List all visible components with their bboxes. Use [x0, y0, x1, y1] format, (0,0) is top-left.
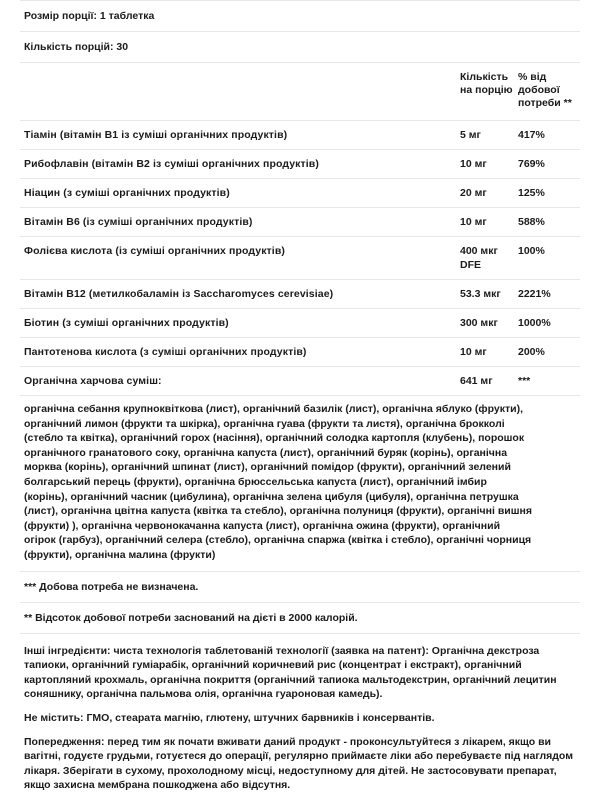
nutrient-daily-value: 1000% [518, 317, 551, 329]
table-row [20, 338, 580, 367]
nutrient-amount: 10 мг [460, 158, 487, 170]
nutrient-daily-value: 100% [518, 245, 545, 257]
free-from-paragraph: Не містить: ГМО, стеарата магнію, глютену, штучних барвників і консервантів. [24, 711, 435, 724]
footnote-triple-star-text: *** Добова потреба не визначена. [24, 580, 199, 593]
nutrient-amount: 20 мг [460, 187, 487, 199]
nutrient-daily-value: 125% [518, 187, 545, 199]
column-header-daily-value: % від добової потреби ** [518, 71, 572, 109]
nutrient-daily-value: 2221% [518, 288, 551, 300]
other-ingredients-paragraph: Інші інгредієнти: чиста технологія таблетованій технології (заявка на патент): Органічна декстроза тапиоки, органічний гуміарабік, органічний коричневий рис (концентрат і екстракт), органічний картопляний крохмаль, органічна покриття (органічний тапиока мальтодекстрин, органічний лецитин соняшнику, органічна пальмова олія, органічна гуароновая камедь). [24, 644, 557, 701]
column-header-amount: Кількість на порцію [460, 71, 513, 96]
table-header-row [20, 63, 580, 121]
nutrient-amount: 400 мкг DFE [460, 245, 498, 271]
serving-size-label: Розмір порції: 1 таблетка [24, 10, 155, 22]
nutrient-name: Рибофлавін (вітамін B2 із суміші органічних продуктів) [24, 158, 319, 170]
nutrient-name: Вітамін B6 (із суміші органічних продуктів) [24, 216, 253, 228]
nutrient-amount: 5 мг [460, 129, 481, 141]
nutrient-name: Ніацин (з суміші органічних продуктів) [24, 187, 230, 199]
nutrient-daily-value: 588% [518, 216, 545, 228]
blend-ingredients-text: органічна себання крупноквіткова (лист), органічний базилік (лист), органічна яблуко (фрукти), органічний лимон (фрукти та шкірка), органічна гуава (фрукти та листя), органічна брокколі (стебло та квітка), органічний горох (насіння), органічний солодка картопля (клубень), порошок органічного гранатового соку, органічна капуста (лист), органічний буряк (корінь), органічна морква (корінь), органічний шпинат (лист), органічний помідор (фрукти), органічний зелений болгарський перець (фрукти), органічна брюссельська капуста (лист), органічний імбир (корінь), органічний часник (цибулина), органічна зелена цибуля (цибуля), органічна петрушка (лист), органічна цвітна капуста (квітка та стебло), органічна полуниця (фрукти), органічні вишня (фрукти) ), органічна червонокачанна капуста (лист), органічна ожина (фрукти), органічний огірок (гарбуз), органічний селера (стебло), органічна спаржа (квітка і стебло), органічні чорниця (фрукти), органічна малина (фрукти) [24, 403, 532, 561]
nutrient-daily-value: 417% [518, 129, 545, 141]
table-row [20, 179, 580, 208]
nutrient-name: Фолієва кислота (із суміші органічних продуктів) [24, 245, 285, 257]
table-row [20, 208, 580, 237]
nutrient-daily-value: *** [518, 375, 531, 387]
table-row [20, 237, 580, 280]
nutrient-name: Біотин (з суміші органічних продуктів) [24, 317, 229, 329]
table-row [20, 309, 580, 338]
nutrient-amount: 641 мг [460, 375, 493, 387]
nutrient-amount: 300 мкг [460, 317, 498, 329]
footnote-double-star [20, 603, 580, 634]
servings-per-container-row [20, 32, 580, 63]
servings-per-container-label: Кількість порцій: 30 [24, 41, 129, 53]
nutrient-name: Вітамін B12 (метилкобаламін із Saccharomyces cerevisiae) [24, 288, 334, 300]
serving-size-row [20, 0, 580, 32]
table-row [20, 280, 580, 309]
nutrient-daily-value: 200% [518, 346, 545, 358]
table-row-blend [20, 367, 580, 396]
table-row [20, 150, 580, 179]
blend-ingredients-row [20, 396, 580, 572]
footnote-triple-star [20, 572, 580, 603]
nutrient-name: Тіамін (вітамін B1 із суміші органічних продуктів) [24, 129, 288, 141]
nutrient-daily-value: 769% [518, 158, 545, 170]
warning-paragraph: Попередження: перед тим як почати вживати даний продукт - проконсультуйтеся з лікарем, якщо ви вагітні, годуєте грудьми, готуєтеся до операції, регулярно приймаєте ліки або перебуваєте під наглядом лікаря. Зберігати в сухому, прохолодному місці, недоступному для дітей. Не застосовувати препарат, якщо захисна мембрана пошкоджена або відсутня. [24, 735, 573, 792]
nutrient-amount: 10 мг [460, 346, 487, 358]
table-row [20, 121, 580, 150]
nutrient-name: Пантотенова кислота (з суміші органічних продуктів) [24, 346, 307, 358]
nutrient-name: Органічна харчова суміш: [24, 375, 162, 387]
nutrient-amount: 53.3 мкг [460, 288, 501, 300]
nutrient-amount: 10 мг [460, 216, 487, 228]
footnote-double-star-text: ** Відсоток добової потреби заснований на дієті в 2000 калорій. [24, 611, 358, 624]
